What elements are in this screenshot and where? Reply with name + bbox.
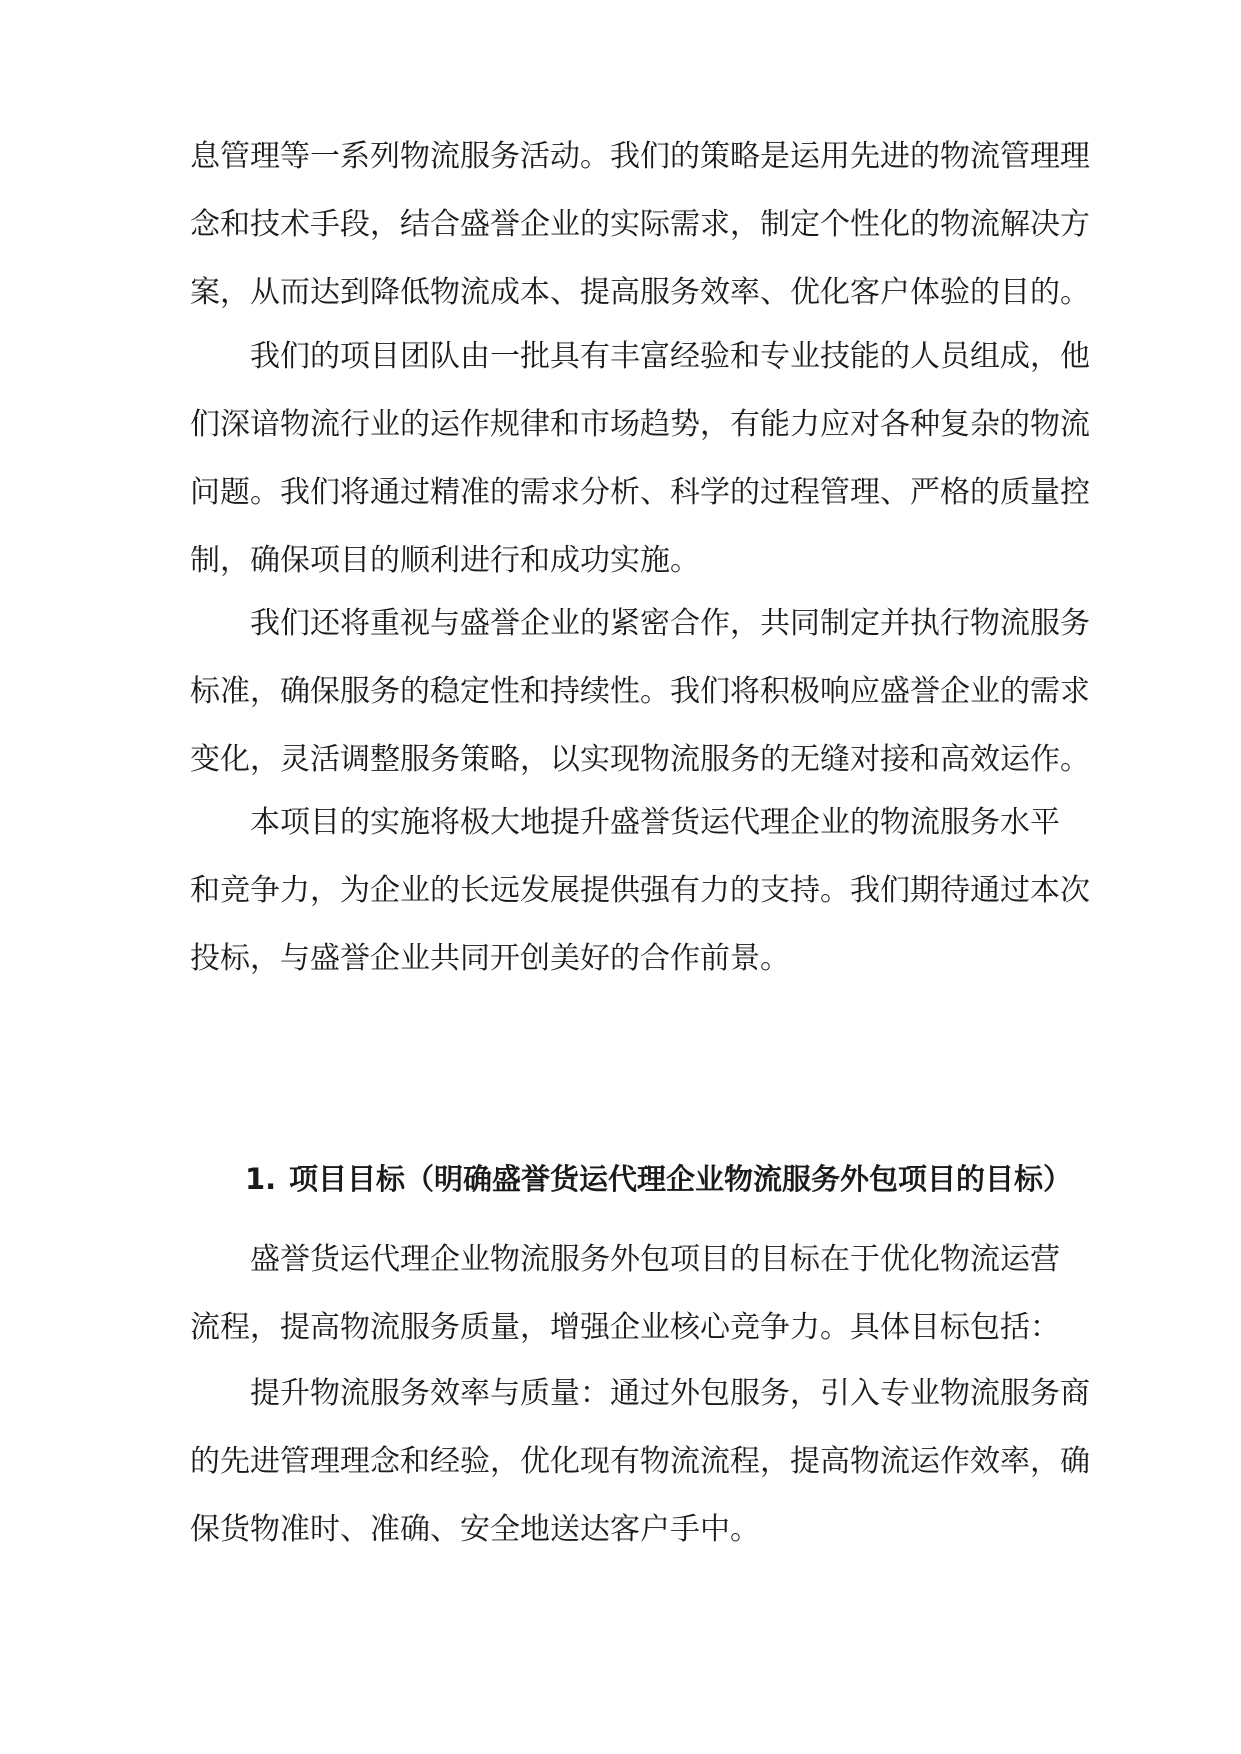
- section-heading: [245, 1153, 1072, 1205]
- text-line: 念和技术手段，结合盛誉企业的实际需求，制定个性化的物流解决方: [190, 207, 1090, 242]
- text-line: 问题。我们将通过精准的需求分析、科学的过程管理、严格的质量控: [190, 475, 1090, 510]
- heading-number: 1.: [245, 1162, 277, 1196]
- text-line: 和竞争力，为企业的长远发展提供强有力的支持。我们期待通过本次: [190, 873, 1090, 908]
- text-line: 盛誉货运代理企业物流服务外包项目的目标在于优化物流运营: [250, 1242, 1060, 1277]
- text-line: 我们的项目团队由一批具有丰富经验和专业技能的人员组成，他: [250, 339, 1090, 374]
- text-line: 本项目的实施将极大地提升盛誉货运代理企业的物流服务水平: [250, 805, 1060, 840]
- heading-text: 项目目标（明确盛誉货运代理企业物流服务外包项目的目标）: [289, 1162, 1073, 1196]
- text-line: 标准，确保服务的稳定性和持续性。我们将积极响应盛誉企业的需求: [190, 674, 1090, 709]
- text-line: 提升物流服务效率与质量：通过外包服务，引入专业物流服务商: [250, 1376, 1090, 1411]
- text-line: 的先进管理理念和经验，优化现有物流流程，提高物流运作效率，确: [190, 1444, 1090, 1479]
- text-line: 制，确保项目的顺利进行和成功实施。: [190, 543, 700, 578]
- text-line: 保货物准时、准确、安全地送达客户手中。: [190, 1512, 760, 1547]
- text-line: 我们还将重视与盛誉企业的紧密合作，共同制定并执行物流服务: [250, 606, 1090, 641]
- text-line: 息管理等一系列物流服务活动。我们的策略是运用先进的物流管理理: [190, 139, 1090, 174]
- text-line: 投标，与盛誉企业共同开创美好的合作前景。: [190, 941, 790, 976]
- text-line: 案，从而达到降低物流成本、提高服务效率、优化客户体验的目的。: [190, 275, 1090, 310]
- text-line: 们深谙物流行业的运作规律和市场趋势，有能力应对各种复杂的物流: [190, 407, 1090, 442]
- text-line: 流程，提高物流服务质量，增强企业核心竞争力。具体目标包括：: [190, 1310, 1060, 1345]
- text-line: 变化，灵活调整服务策略，以实现物流服务的无缝对接和高效运作。: [190, 742, 1090, 777]
